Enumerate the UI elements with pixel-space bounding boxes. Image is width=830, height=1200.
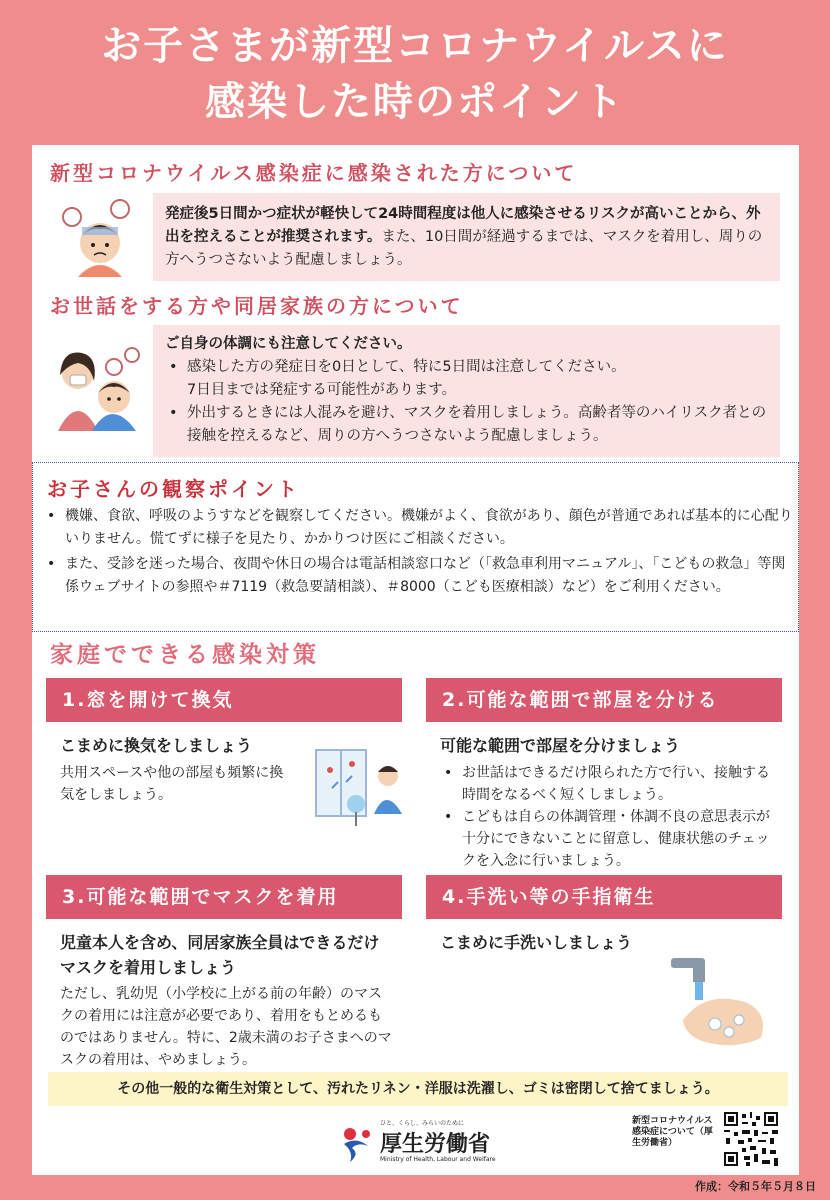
measure-2-bullet-2: • こどもは自らの体調管理・体調不良の意思表示が十分にできないことに留意し、健康状態のチェックを入念に行いましょう。: [440, 806, 775, 872]
sick-child-icon: [60, 197, 138, 281]
measure-4-bar: 4.手洗い等の手指衛生: [426, 875, 782, 919]
section2-heading: お世話をする方や同居家族の方について: [50, 294, 464, 318]
section2-lead: ご自身の体調にも注意してください。: [165, 336, 412, 352]
measure-2-subtitle: 可能な範囲で部屋を分けましょう: [440, 736, 681, 755]
observation-bullet-2: • また、受診を迷った場合、夜間や休日の場合は電話相談窓口など（「救急車利用マニュアル」、「こどもの救急」等関係ウェブサイトの参照や＃7119（救急要請相談）、＃8000（こども医療相談）など）をご利用ください。: [43, 553, 793, 599]
section2-bullet-1-text: 感染した方の発症日を0日として、特に5日間は注意してください。: [187, 359, 626, 375]
measure-1-subtitle: こまめに換気をしましょう: [60, 736, 253, 755]
page-title: [0, 18, 830, 130]
home-measures-heading: 家庭でできる感染対策: [50, 642, 320, 668]
section2-bullet-2: • 外出するときには人混みを避け、マスクを着用しましょう。高齢者等のハイリスク者との接触を控えるなど、周りの方へうつさないよう配慮しましょう。: [165, 402, 768, 448]
section2-box: [153, 325, 780, 457]
measure-4-subtitle: こまめに手洗いしましょう: [440, 933, 633, 952]
measure-2-bullet-1: • お世話はできるだけ限られた方で行い、接触する時間をなるべく短くしましょう。: [440, 762, 775, 806]
handwashing-icon: [665, 950, 775, 1060]
creation-date: 作成：令和５年５月８日: [695, 1180, 816, 1193]
section1-bold-text: 発症後5日間かつ症状が軽快して24時間程度は他人に感染させるリスクが高いことから、外出を控えることが推奨されます。: [165, 206, 761, 245]
page-title-line2: 感染した時のポイント: [205, 79, 625, 125]
observation-bullet-1: • 機嫌、食欲、呼吸のようすなどを観察してください。機嫌がよく、食欲があり、顔色が普通であれば基本的に心配りいりません。慌てずに様子を見たり、かかりつけ医にご相談ください。: [43, 505, 793, 551]
logo-tagline: ひと、くらし、みらいのために: [380, 1120, 465, 1127]
measure-1-bar: 1.窓を開けて換気: [46, 678, 402, 722]
section1-box: [153, 193, 780, 281]
logo-english: Ministry of Health, Labour and Welfare: [380, 1156, 496, 1163]
section1-heading: 新型コロナウイルス感染症に感染された方について: [50, 161, 578, 185]
footer-note: その他一般的な衛生対策として、汚れたリネン・洋服は洗濯し、ゴミは密閉して捨てましょう。: [48, 1072, 788, 1106]
caregiver-with-child-icon: [54, 335, 142, 431]
section2-bullet-1: [165, 356, 768, 402]
logo-name: 厚生労働省: [380, 1132, 491, 1157]
ventilation-window-icon: [312, 742, 404, 832]
observation-heading: お子さんの観察ポイント: [47, 477, 300, 501]
measure-3-subtitle: 児童本人を含め、同居家族全員はできるだけマスクを着用しましょう: [60, 933, 380, 977]
measure-3-text: ただし、乳幼児（小学校に上がる前の年齢）のマスクの着用には注意が必要であり、着用をもとめるものではありません。特に、2歳未満のお子さまへのマスクの着用は、やめましょう。: [60, 986, 392, 1068]
measure-1-text: 共用スペースや他の部屋も頻繁に換気をしましょう。: [60, 765, 284, 803]
section1-normal-text: また、10日間が経過するまでは、マスクを着用し、周りの方へうつさないよう配慮しましょう。: [165, 229, 763, 268]
qr-caption: 新型コロナウイルス感染症について（厚生労働省）: [632, 1116, 713, 1148]
page-title-line1: お子さまが新型コロナウイルスに: [101, 23, 729, 69]
measure-3-bar: 3.可能な範囲でマスクを着用: [46, 875, 402, 919]
qr-code-icon[interactable]: [722, 1110, 780, 1168]
mhlw-logo: [340, 1118, 510, 1170]
observation-box: [32, 462, 799, 632]
section2-bullet-1-cont: 7日目までは発症する可能性があります。: [187, 382, 457, 398]
measure-2-bar: 2.可能な範囲で部屋を分ける: [426, 678, 782, 722]
mhlw-logo-icon: [340, 1126, 374, 1164]
